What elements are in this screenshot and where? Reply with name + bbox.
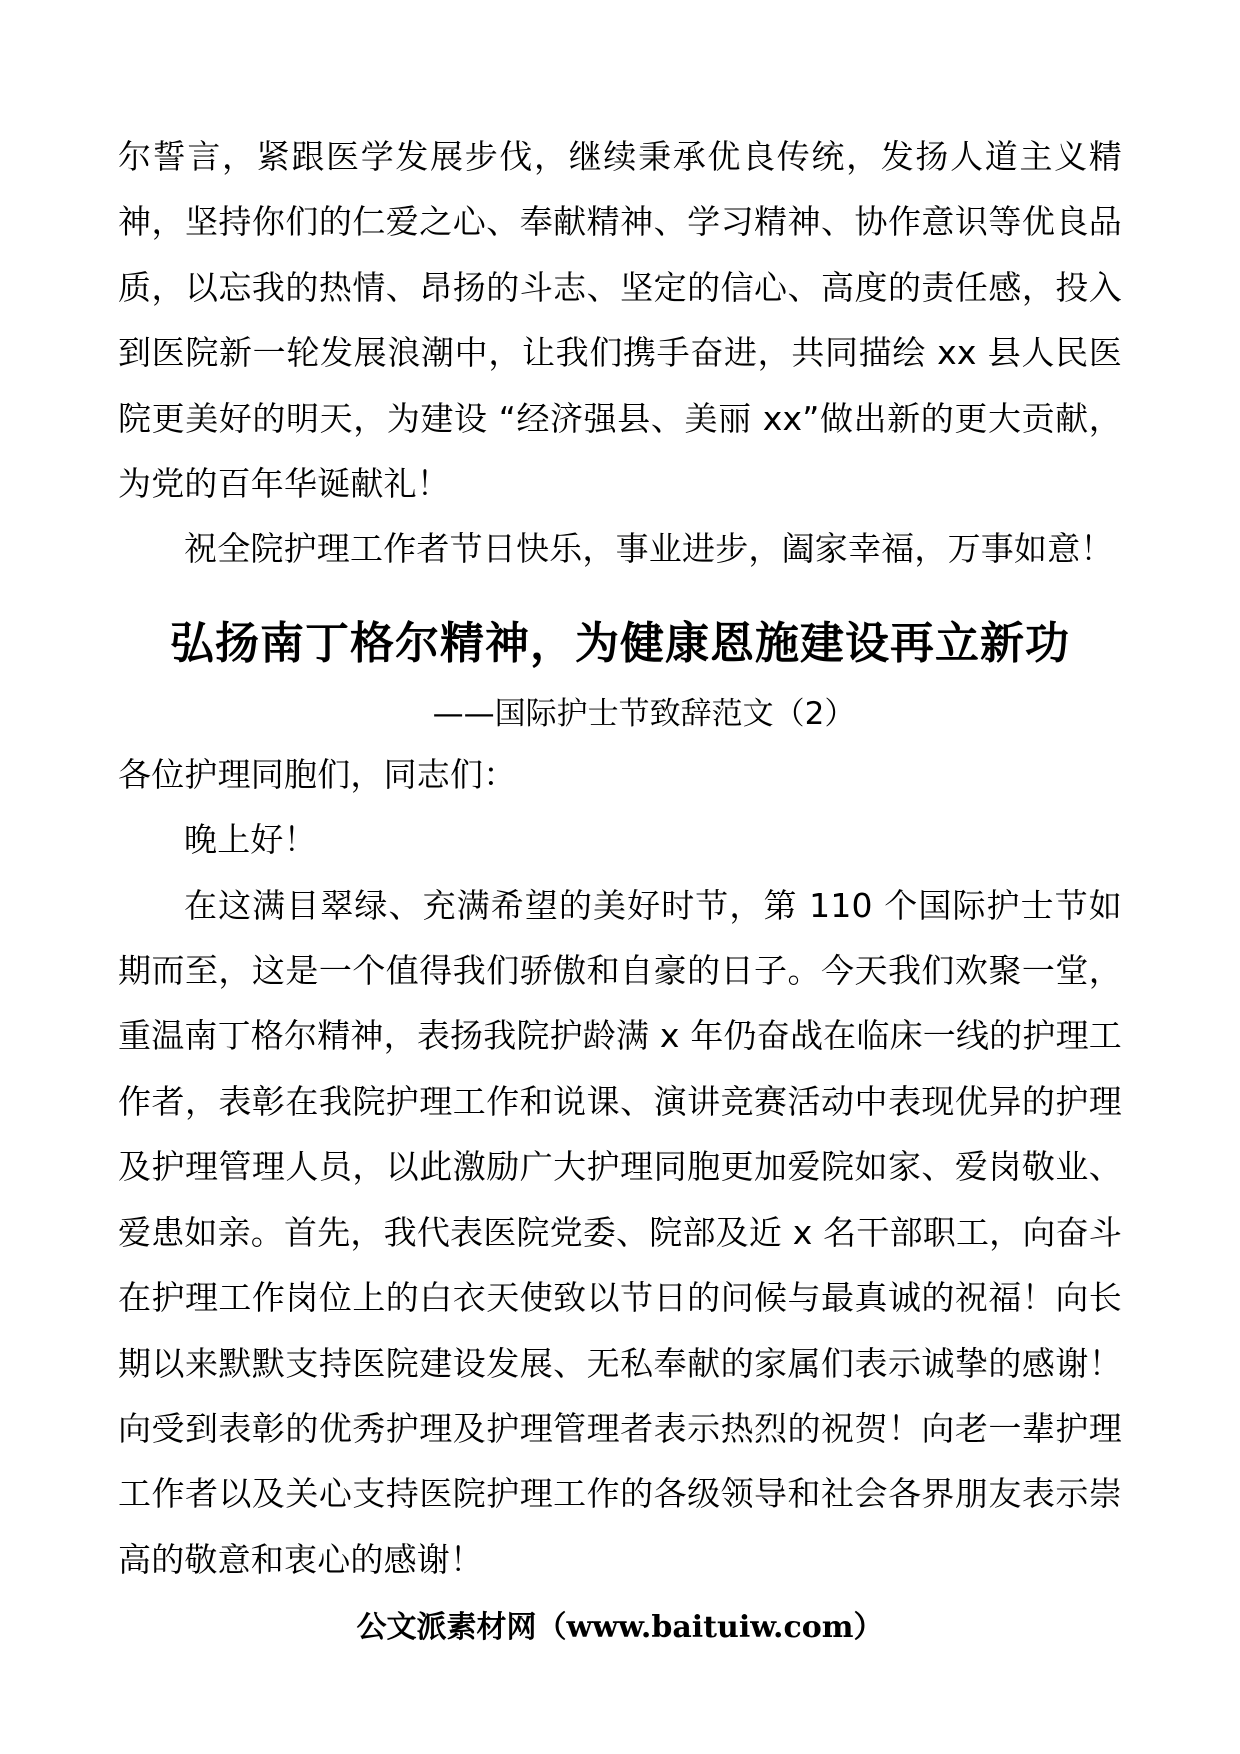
speech-subtitle: ——国际护士节致辞范文（2） bbox=[432, 695, 856, 732]
wish-paragraph: 祝全院护理工作者节日快乐，事业进步，阖家幸福，万事如意！ bbox=[184, 529, 1114, 569]
salutation: 各位护理同胞们，同志们： bbox=[118, 754, 517, 794]
continued-paragraph: 尔誓言，紧跟医学发展步伐，继续秉承优良传统，发扬人道主义精神，坚持你们的仁爱之心、奉献精神、学习精神、协作意识等优良品质，以忘我的热情、昂扬的斗志、坚定的信心、高度的责任感，投入到医院新一轮发展浪潮中，让我们携手奋进，共同描绘 xx 县人民医院更美好的明天，为建设 “经济强县、美丽 xx”做出新的更大贡献，为党的百年华诞献礼！ bbox=[118, 137, 1122, 504]
greeting: 晚上好！ bbox=[184, 820, 317, 860]
body-paragraph: 在这满目翠绿、充满希望的美好时节，第 110 个国际护士节如期而至，这是一个值得我们骄傲和自豪的日子。今天我们欢聚一堂，重温南丁格尔精神，表扬我院护龄满 x 年仍奋战在临床一线的护理工作者，表彰在我院护理工作和说课、演讲竞赛活动中表现优异的护理及护理管理人员，以此激励广大护理同胞更加爱院如家、爱岗敬业、爱患如亲。首先，我代表医院党委、院部及近 x 名干部职工，向奋斗在护理工作岗位上的白衣天使致以节日的问候与最真诚的祝福！向长期以来默默支持医院建设发展、无私奉献的家属们表示诚挚的感谢！向受到表彰的优秀护理及护理管理者表示热烈的祝贺！向老一辈护理工作者以及关心支持医院护理工作的各级领导和社会各界朋友表示崇高的敬意和衷心的感谢！ bbox=[118, 885, 1122, 1579]
document-body bbox=[118, 124, 1122, 1592]
footer-watermark: 公文派素材网（www.baituiw.com） bbox=[356, 1610, 884, 1645]
speech-title: 弘扬南丁格尔精神，为健康恩施建设再立新功 bbox=[170, 617, 1070, 669]
